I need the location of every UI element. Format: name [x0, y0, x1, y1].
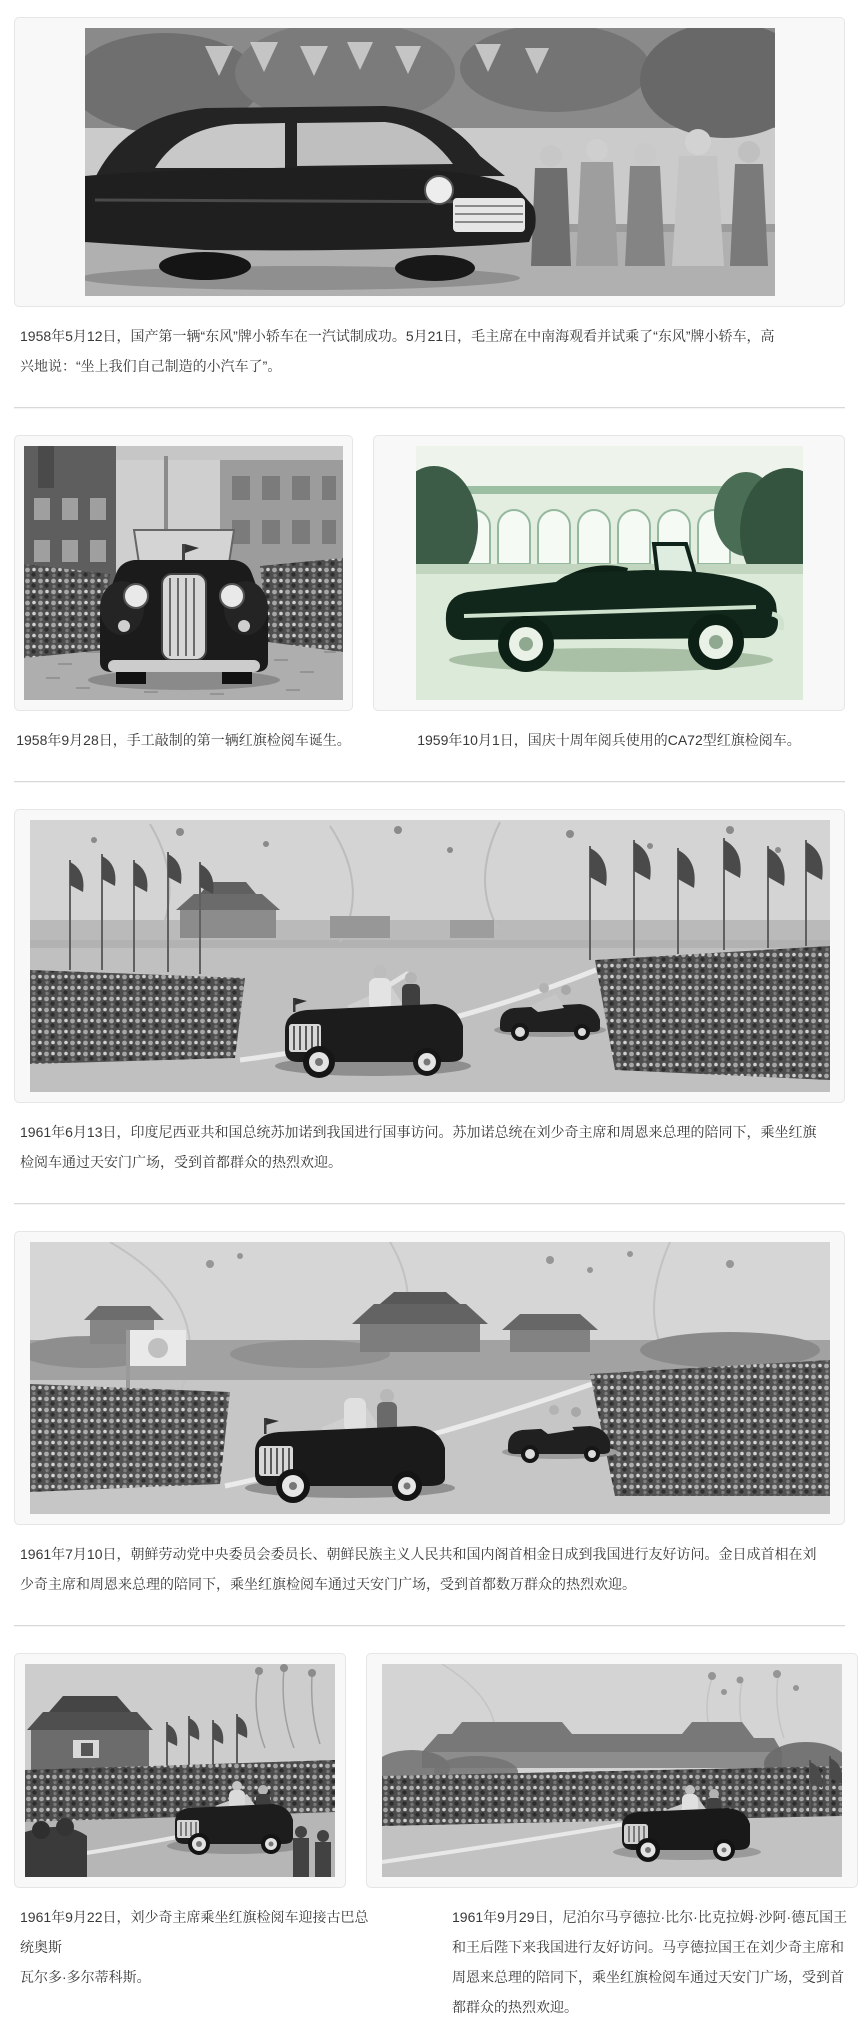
- caption-kim: 1961年7月10日，朝鲜劳动党中央委员会委员长、朝鲜民族主义人民共和国内阁首相金日成到我国进行友好访问。金日成首相在刘 少奇主席和周恩来总理的陪同下，乘坐红旗检阅车通过天安门广场，受到首都数万群众的热烈欢迎。: [20, 1546, 817, 1592]
- section-kim-1961: [0, 1231, 859, 1599]
- first-hongqi-photo-illustration: [24, 446, 343, 700]
- section-divider: [14, 781, 845, 783]
- kim-il-sung-tiananmen-parade-photo: [30, 1242, 830, 1514]
- caption-dongfeng-1958: 1958年5月12日，国产第一辆“东风”牌小轿车在一汽试制成功。5月21日，毛主席在中南海观看并试乘了“东风”牌小轿车，高 兴地说：“坐上我们自己制造的小汽车了”。: [20, 328, 775, 374]
- section-1958-1959-pair: [14, 435, 845, 755]
- dongfeng-mao-inspection-photo: [85, 28, 775, 296]
- mahendra-tiananmen-parade-photo: [382, 1664, 842, 1877]
- section-sukarno-1961: [0, 809, 859, 1177]
- column-right: [366, 1653, 858, 2022]
- caption-liu-dorticos: 1961年9月22日，刘少奇主席乘坐红旗检阅车迎接古巴总统奥斯 瓦尔多·多尔蒂科斯。: [20, 1909, 369, 1985]
- liu-shaoqi-dorticos-photo: [25, 1664, 335, 1877]
- caption-sukarno: 1961年6月13日，印度尼西亚共和国总统苏加诺到我国进行国事访问。苏加诺总统在刘少奇主席和周恩来总理的陪同下，乘坐红旗 检阅车通过天安门广场，受到首都群众的热烈欢迎。: [20, 1124, 817, 1170]
- sukarno-tiananmen-parade-photo: [30, 820, 830, 1092]
- photo-card: [14, 809, 845, 1103]
- section-divider: [14, 1625, 845, 1627]
- caption-mahendra: 1961年9月29日，尼泊尔马亨德拉·比尔·比克拉姆·沙阿·德瓦国王 和王后陛下来我国进行友好访问。马亨德拉国王在刘少奇主席和 周恩来总理的陪同下，乘坐红旗检阅车通过天安门广场，受到首 都群众的热烈欢迎。: [452, 1909, 848, 2015]
- ca72-photo-illustration: [416, 446, 803, 700]
- caption-ca72: 1959年10月1日，国庆十周年阅兵使用的CA72型红旗检阅车。: [417, 732, 801, 748]
- column-left: [14, 435, 353, 755]
- photo-card: [14, 1231, 845, 1525]
- dongfeng-mao-photo-illustration: [85, 28, 775, 296]
- kim-parade-illustration: [30, 1242, 830, 1514]
- photo-card: [14, 1653, 346, 1888]
- liu-dorticos-illustration: [25, 1664, 335, 1877]
- sukarno-parade-illustration: [30, 820, 830, 1092]
- ca72-hongqi-parade-car-photo: [416, 446, 803, 700]
- photo-card: [14, 17, 845, 307]
- photo-card: [366, 1653, 858, 1888]
- mahendra-parade-illustration: [382, 1664, 842, 1877]
- photo-card: [14, 435, 353, 711]
- column-right: [373, 435, 845, 755]
- caption-first-hongqi: 1958年9月28日，手工敲制的第一辆红旗检阅车诞生。: [16, 732, 351, 748]
- section-divider: [14, 407, 845, 409]
- section-dongfeng-1958: [0, 17, 859, 381]
- column-left: [14, 1653, 369, 2022]
- section-1961-pair: [14, 1653, 848, 2022]
- photo-card: [373, 435, 845, 711]
- section-divider: [14, 1203, 845, 1205]
- first-hongqi-parade-car-photo: [24, 446, 343, 700]
